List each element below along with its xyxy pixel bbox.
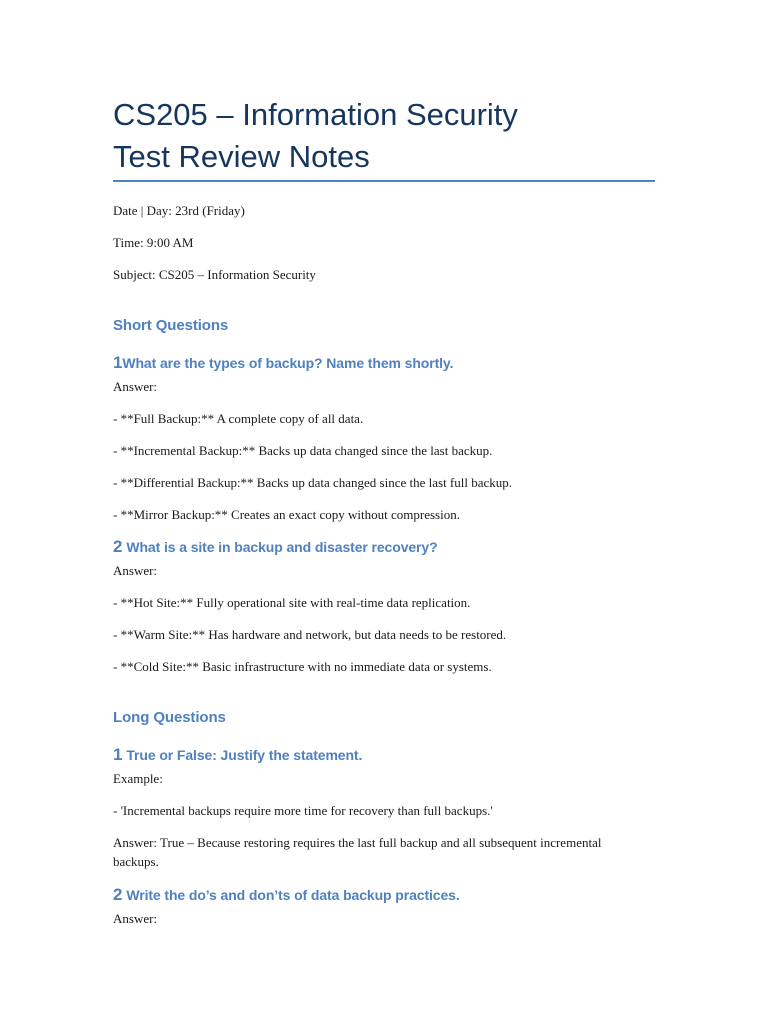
- question-text: What are the types of backup? Name them shortly.: [122, 355, 454, 371]
- answer-label: Answer:: [113, 563, 158, 578]
- title-line-1: CS205 – Information Security: [113, 97, 518, 132]
- question-text: What is a site in backup and disaster recovery?: [126, 539, 438, 555]
- list-item: - **Differential Backup:** Backs up data changed since the last full backup.: [113, 475, 513, 490]
- question-text: True or False: Justify the statement.: [126, 747, 363, 763]
- example-statement: - 'Incremental backups require more time for recovery than full backups.': [113, 803, 493, 818]
- short-questions-heading: Short Questions: [113, 317, 229, 334]
- time-line: Time: 9:00 AM: [113, 235, 194, 250]
- title-line-2: Test Review Notes: [113, 139, 370, 174]
- title-underline-divider: [113, 180, 655, 182]
- answer-text: Answer: True – Because restoring requires the last full backup and all subsequent incremental backups.: [113, 835, 602, 869]
- list-item: - **Cold Site:** Basic infrastructure with no immediate data or systems.: [113, 659, 492, 674]
- list-item: - **Incremental Backup:** Backs up data changed since the last backup.: [113, 443, 493, 458]
- question-number: 1: [113, 353, 123, 372]
- question-text: Write the do’s and don’ts of data backup practices.: [126, 887, 460, 903]
- question-number: 1: [113, 745, 123, 764]
- list-item: - **Mirror Backup:** Creates an exact copy without compression.: [113, 507, 460, 522]
- list-item: - **Warm Site:** Has hardware and network, but data needs to be restored.: [113, 627, 507, 642]
- short-question-1-heading: [113, 353, 453, 373]
- long-question-1-heading: [113, 745, 362, 765]
- answer-label: Answer:: [113, 911, 158, 926]
- example-label: Example:: [113, 771, 163, 786]
- document-title: [113, 94, 673, 178]
- question-number: 2: [113, 885, 123, 904]
- list-item: - **Full Backup:** A complete copy of all data.: [113, 411, 364, 426]
- question-number: 2: [113, 537, 123, 556]
- long-question-2-heading: [113, 885, 460, 905]
- answer-label: Answer:: [113, 379, 158, 394]
- date-line: Date | Day: 23rd (Friday): [113, 203, 245, 218]
- long-questions-heading: Long Questions: [113, 709, 226, 726]
- short-question-2-heading: [113, 537, 438, 557]
- list-item: - **Hot Site:** Fully operational site with real-time data replication.: [113, 595, 471, 610]
- subject-line: Subject: CS205 – Information Security: [113, 267, 316, 282]
